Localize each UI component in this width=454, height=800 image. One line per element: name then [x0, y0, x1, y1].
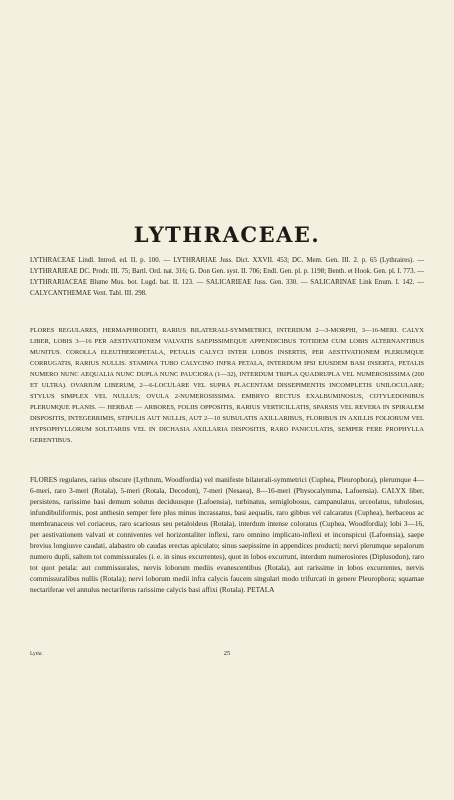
diagnosis-paragraph: FLORES REGULARES, HERMAPHRODITI, RARIUS BILATERALI-SYMMETRICI, INTERDUM 2—3-MORPHI, 3—16-MERI. CALYX LIBER, LOBIS 3—16 PER AESTIVATIONEM VALVATIS SAEPISSIMEQUE APPENDICIBUS TOTIDEM CUM LOBIS ALTERNANTIBUS MUNITUS. COROLLA ELEUTHEROPETALA, PETALIS CALYCI INTER LOBOS INSERTIS, PER AESTIVATIONEM PLERUMQUE CORRUGATIS, RARIUS NULLIS. STAMINA TUBO CALYCINO INFRA PETALA, INTERDUM IPSI EJUSDEM BASI INSERTA, PETALIS NUMERO NUNC AEQUALIA NUNC DUPLA NUNC PAUCIORA (1—32), INTERDUM TRIPLA QUADRUPLA VEL NUMEROSISSIMA (200 ET ULTRA). OVARIUM LIBERUM, 2—6-LOCULARE VEL SUPRA PLACENTAM DISSEPIMENTIS INCOMPLETIS UNILOCULARE; STYLUS SIMPLEX VEL NULLUS; OVULA 2-NUMEROSISSIMA. EMBRYO RECTUS EXALBUMINOSUS, COTYLEDONIBUS PLERUMQUE PLANIS. — HERBAE — ARBORES, FOLIIS OPPOSITIS, RARIUS VERTICILLATIS, SPARSIS VEL REVERA IN SPIRALEM DISPOSITIS, INTEGERRIMIS, STIPULIS AUT NULLIS, AUT 2—10 SUBULATIS AXILLARIBUS, FLORIBUS IN AXILLIS FOLIORUM VEL HYPSOPHYLLORUM SOLITARIIS VEL IN DICHASIA AXILLARIA DISPOSITIS, RARO PANICULATIS, SEMPER FERE PROPHYLLA GERENTIBUS.: [30, 327, 424, 444]
synonymy-paragraph: LYTHRACEAE Lindl. Introd. ed. II. p. 100. — LYTHRARIAE Juss. Dict. XXVII. 453; DC. Mem. Gen. III. 2. p. 65 (Lythraires). — LYTHRARIEAE DC. Prodr. III. 75; Bartl. Ord. nat. 316; G. Don Gen. syst. II. 706; Endl. Gen. pl. p. 1198; Benth. et Hook. Gen. pl. I. 773. — LYTHRARIACEAE Blume Mus. bot. Lugd. bat. II. 123. — SALICARIEAE Juss. Gen. 330. — SALICARINAE Link Enum. I. 142. — CALYCANTHEMAE Vent. Tabl. III. 298.: [30, 257, 424, 297]
page-footer: [30, 649, 424, 659]
description-paragraph: FLORES regulares, rarius obscure (Lythrum, Woodfordia) vel manifeste bilaterali-symmetrici (Cuphea, Pleurophora), plerumque 4—6-meri, raro 3-meri (Rotala), 5-meri (Rotala, Decodon), 7-meri (Nesaea), 8—16-meri (Physocalymma, Lafoensia). CALYX liber, persistens, rarissime basi demum solutus deciduusque (Lafoensia), turbinatus, semiglobosus, campanulatus, urceolatus, tubulosus, infundibuliformis, post anthesin semper fere plus minus incrassatus, basi aequalis, raro gibbus vel calcaratus (Cuphea), herbaceus ac membranaceus vel coriaceus, raro scariosus seu petaloideus (Rotala), interdum intense coloratus (Cuphea, Woodfordia); lobi 3—16, per aestivationem valvati et conniventes vel horizontaliter inflexi, raro omnino implicato-inflexi et inconspicui (Lafoensia), saepe brevius longiusve caudati, alabastro ob caudas erectas apiculato; sinus saepissime in appendices producti; nervi plerumque sepalorum numero dupli, saltem tot commissurales (i. e. in sinus excurrentes), quot in lobos excurrunt, interdum numerosiores (Diplusodon), raro tot quot petala: aut commissurales, nervis loborum mediis evanescentibus (Rotala), aut rarissime in lobos excurrentes, nervis commissuralibus nullis (Rotala); nervi loborum medii infra calycis faucem singulari modo trifurcati in genere Pleurophora; squamae nectariferae vel annulus nectariferus rarissime calycis basi affixi (Rotala). PETALA: [30, 475, 424, 594]
page-number: 25: [223, 650, 231, 657]
signature-mark: Lythr.: [30, 651, 43, 657]
page-title: LYTHRACEAE.: [133, 222, 321, 247]
